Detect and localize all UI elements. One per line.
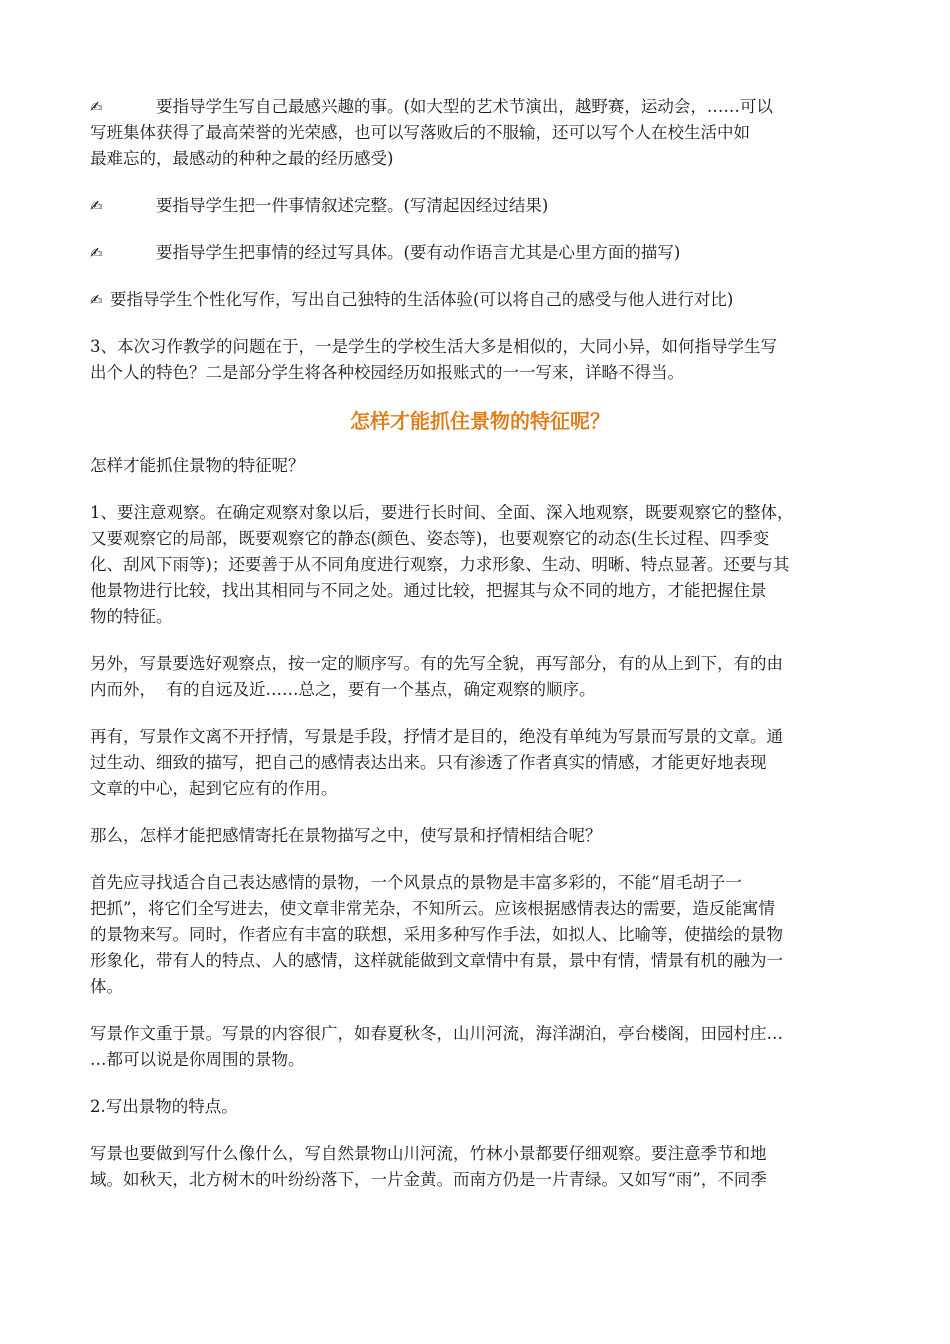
text-line: 写景作文重于景。写景的内容很广，如春夏秋冬，山川河流，海洋湖泊，亭台楼阁，田园村庄… (90, 1024, 783, 1043)
bullet-line: 最难忘的，最感动的种种之最的经历感受) (90, 149, 394, 168)
text-line: 出个人的特色？二是部分学生将各种校园经历如报账式的一一写来，详略不得当。 (90, 363, 684, 382)
text-line: 化、刮风下雨等)；还要善于从不同角度进行观察，力求形象、生动、明晰、特点显著。还要与其 (90, 555, 790, 574)
writing-hand-icon: ✍ (90, 244, 103, 262)
text-line: 2.写出景物的特点。 (90, 1097, 238, 1116)
bullet-line: 写班集体获得了最高荣誉的光荣感，也可以写落败后的不服输，还可以写个人在校生活中如 (90, 123, 750, 142)
text-line: 又要观察它的局部，既要观察它的静态(颜色、姿态等)，也要观察它的动态(生长过程、四季变 (90, 529, 770, 548)
text-line: 那么，怎样才能把感情寄托在景物描写之中，使写景和抒情相结合呢？ (90, 826, 602, 845)
paragraph (90, 500, 870, 630)
text-line: …都可以说是你周围的景物。 (90, 1050, 305, 1069)
text-line: 1、要注意观察。在确定观察对象以后，要进行长时间、全面、深入地观察，既要观察它的整体， (90, 503, 794, 522)
paragraph (90, 1141, 870, 1193)
text-line: 物的特征。 (90, 607, 173, 626)
text-line: 他景物进行比较，找出其相同与不同之处。通过比较，把握其与众不同的地方，才能把握住景 (90, 581, 767, 600)
text-line: 的景物来写。同时，作者应有丰富的联想，采用多种写作手法，如拟人、比喻等，使描绘的景物 (90, 925, 783, 944)
text-line: 首先应寻找适合自己表达感情的景物，一个风景点的景物是丰富多彩的，不能“眉毛胡子一 (90, 873, 742, 892)
bullet-text (156, 94, 870, 120)
writing-hand-icon: ✍ (90, 291, 103, 309)
text-line: 内而外， 有的自远及近……总之，要有一个基点，确定观察的顺序。 (90, 680, 596, 699)
text-line: 怎样才能抓住景物的特征呢？ (90, 456, 305, 475)
paragraph-point-3 (90, 334, 870, 386)
paragraph (90, 453, 870, 479)
bullet-item (90, 240, 870, 266)
document-page (90, 94, 870, 1214)
paragraph (90, 651, 870, 703)
paragraph (90, 1094, 870, 1120)
text-line: 再有，写景作文离不开抒情，写景是手段，抒情才是目的，绝没有单纯为写景而写景的文章。通 (90, 727, 783, 746)
paragraph (90, 1021, 870, 1073)
bullet-line: 要指导学生写自己最感兴趣的事。(如大型的艺术节演出，越野赛，运动会，……可以 (156, 97, 773, 116)
bullet-item (90, 193, 870, 219)
bullet-text: 要指导学生个性化写作，写出自己独特的生活体验(可以将自己的感受与他人进行对比) (110, 290, 734, 309)
paragraph (90, 724, 870, 802)
text-line: 写景也要做到写什么像什么，写自然景物山川河流，竹林小景都要仔细观察。要注意季节和地 (90, 1144, 767, 1163)
bullet-text: 要指导学生把事情的经过写具体。(要有动作语言尤其是心里方面的描写) (156, 243, 681, 262)
text-line: 过生动、细致的描写，把自己的感情表达出来。只有渗透了作者真实的情感，才能更好地表现 (90, 753, 767, 772)
writing-hand-icon: ✍ (90, 98, 103, 116)
text-line: 形象化，带有人的特点、人的感情，这样就能做到文章情中有景，景中有情，情景有机的融为一 (90, 951, 783, 970)
text-line: 文章的中心，起到它应有的作用。 (90, 779, 338, 798)
writing-hand-icon: ✍ (90, 197, 103, 215)
text-line: 另外，写景要选好观察点，按一定的顺序写。有的先写全貌，再写部分，有的从上到下，有的由 (90, 654, 783, 673)
text-line: 域。如秋天，北方树木的叶纷纷落下，一片金黄。而南方仍是一片青绿。又如写“雨”，不同季 (90, 1170, 767, 1189)
bullet-text: 要指导学生把一件事情叙述完整。(写清起因经过结果) (156, 196, 549, 215)
text-line: 把抓”，将它们全写进去，使文章非常芜杂，不知所云。应该根据感情表达的需要，造反能寓情 (90, 899, 775, 918)
section-heading: 怎样才能抓住景物的特征呢？ (350, 409, 610, 433)
paragraph (90, 870, 870, 1000)
bullet-continuation (90, 120, 870, 172)
paragraph (90, 823, 870, 849)
bullet-item (90, 287, 870, 313)
text-line: 体。 (90, 977, 123, 996)
bullet-item (90, 94, 870, 120)
text-line: 3、本次习作教学的问题在于，一是学生的学校生活大多是相似的，大同小异，如何指导学生写 (90, 337, 777, 356)
